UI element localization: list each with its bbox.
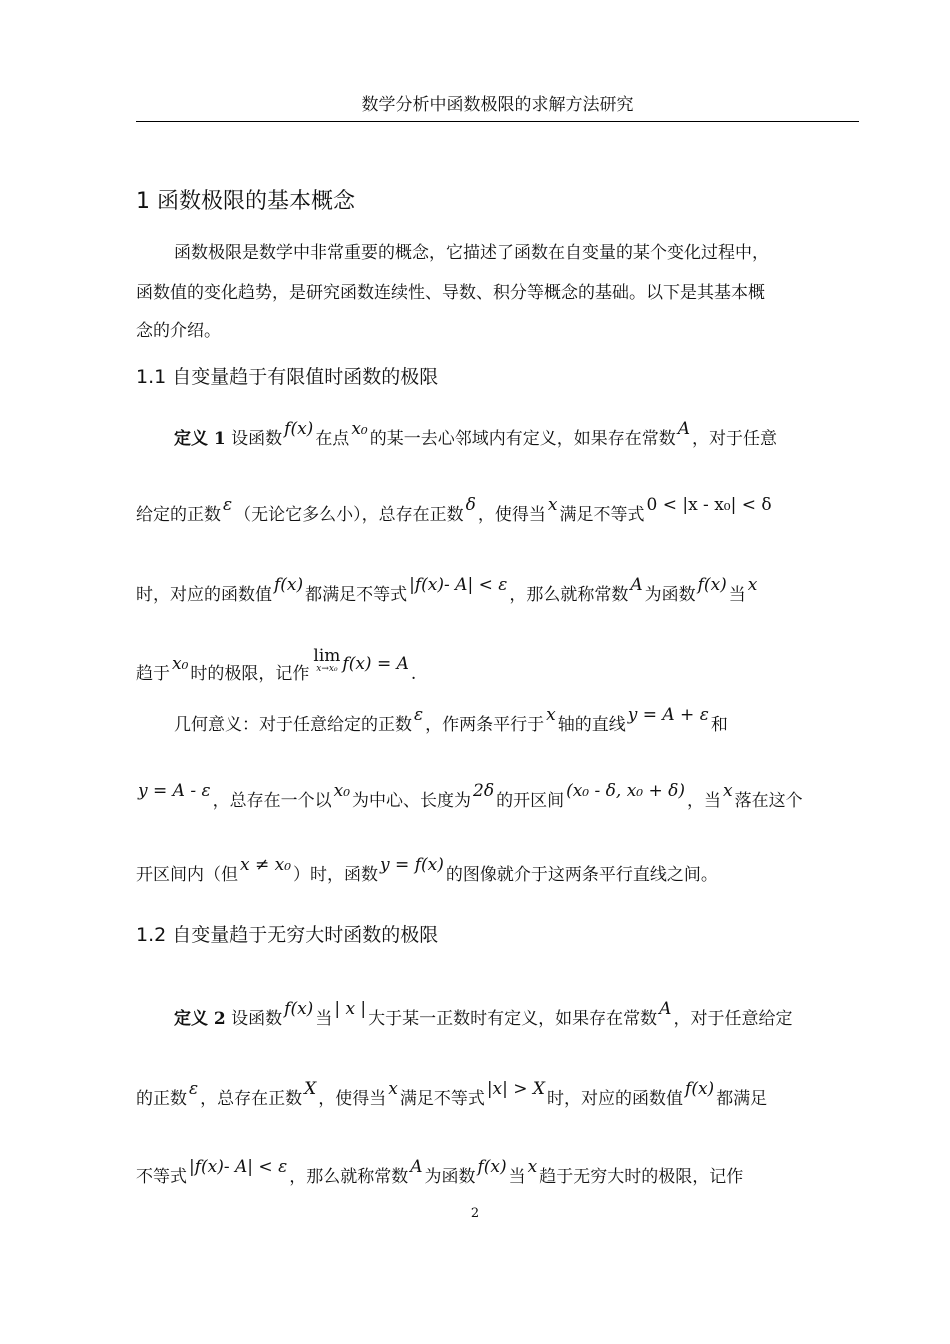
def1-line-2: 给定的正数 ε （无论它多么小），总存在正数 δ ，使得当 x 满足不等式 0 < |x - x₀| < δ [136, 495, 772, 525]
def2-line-3: 不等式 |f(x)- A| < ε ，那么就称常数 A 为函数 f(x) 当 x 趋于无穷大时的极限，记作 [136, 1157, 744, 1187]
math-fx: f(x) [685, 1079, 715, 1099]
page-number: 2 [470, 1206, 480, 1221]
geo-line-1: 几何意义：对于任意给定的正数 ε ，作两条平行于 x 轴的直线 y = A + ε 和 [174, 705, 728, 735]
math-x0: x₀ [351, 419, 368, 439]
math-ineq-2: |f(x)- A| < ε [409, 575, 508, 595]
math-ineq-3: |x| > X [486, 1079, 546, 1099]
math-A: A [630, 575, 643, 595]
math-x: x [527, 1157, 538, 1177]
limit-expression: lim x→x₀ [313, 646, 341, 674]
def2-line-2: 的正数 ε ，总存在正数 X ，使得当 x 满足不等式 |x| > X 时，对应的函数值 f(x) 都满足 [136, 1079, 768, 1109]
math-yfx: y = f(x) [380, 855, 444, 875]
math-lim-rhs: f(x) = A [342, 654, 409, 674]
math-eps: ε [189, 1079, 199, 1099]
math-interval: (x₀ - δ, x₀ + δ) [566, 781, 686, 801]
math-line-1: y = A + ε [627, 705, 709, 725]
math-eps: ε [414, 705, 424, 725]
def1-line-4: 趋于 x₀ 时的极限，记作lim x→x₀ f(x) = A . [136, 646, 417, 684]
def1-line-1: 定义 1 设函数 f(x) 在点 x₀ 的某一去心邻域内有定义，如果存在常数 A ，对于任意 [174, 419, 777, 449]
math-fx: f(x) [284, 999, 314, 1019]
math-x: x [747, 575, 758, 595]
math-neq: x ≠ x₀ [240, 855, 292, 875]
def1-line-3: 时，对应的函数值 f(x) 都满足不等式 |f(x)- A| < ε ，那么就称常数 A 为函数 f(x) 当 x [136, 575, 758, 605]
math-fx: f(x) [284, 419, 314, 439]
math-fx: f(x) [477, 1157, 507, 1177]
math-x0: x₀ [333, 781, 351, 801]
geo-line-2: y = A - ε ，总存在一个以 x₀ 为中心、长度为 2δ 的开区间 (x₀ - δ, x₀ + δ) ，当 x 落在这个 [138, 781, 803, 811]
def1-label: 定义 1 [174, 429, 226, 449]
section-1-1-heading: 1.1 自变量趋于有限值时函数的极限 [136, 366, 439, 388]
math-two-delta: 2δ [473, 781, 495, 801]
math-A: A [677, 419, 690, 439]
geo-line-3: 开区间内（但 x ≠ x₀ ）时，函数 y = f(x) 的图像就介于这两条平行直线之间。 [136, 855, 718, 885]
math-delta: δ [465, 495, 476, 515]
math-x: x [723, 781, 733, 801]
running-header: 数学分析中函数极限的求解方法研究 [136, 90, 859, 122]
math-x: x [388, 1079, 398, 1099]
intro-line-2: 函数值的变化趋势，是研究函数连续性、导数、积分等概念的基础。以下是其基本概 [136, 283, 765, 303]
math-ineq-1: 0 < |x - x₀| < δ [646, 495, 772, 515]
section-1-2-heading: 1.2 自变量趋于无穷大时函数的极限 [136, 924, 439, 946]
math-ineq-2: |f(x)- A| < ε [189, 1157, 288, 1177]
def2-label: 定义 2 [174, 1009, 226, 1029]
math-x: x [546, 705, 556, 725]
math-fx: f(x) [697, 575, 727, 595]
math-x0: x₀ [172, 654, 189, 674]
intro-line-1: 函数极限是数学中非常重要的概念，它描述了函数在自变量的某个变化过程中， [174, 243, 769, 263]
intro-line-3: 念的介绍。 [136, 321, 221, 341]
math-x: x [547, 495, 558, 515]
math-eps: ε [223, 495, 233, 515]
def2-line-1: 定义 2 设函数 f(x) 当 | x | 大于某一正数时有定义，如果存在常数 A ，对于任意给定 [174, 999, 793, 1029]
math-A: A [659, 999, 672, 1019]
math-A: A [410, 1157, 423, 1177]
math-absx: | x | [334, 999, 367, 1019]
math-X: X [304, 1079, 317, 1099]
math-line-2: y = A - ε [138, 781, 211, 801]
math-fx: f(x) [274, 575, 304, 595]
section-1-heading: 1 函数极限的基本概念 [136, 189, 355, 214]
